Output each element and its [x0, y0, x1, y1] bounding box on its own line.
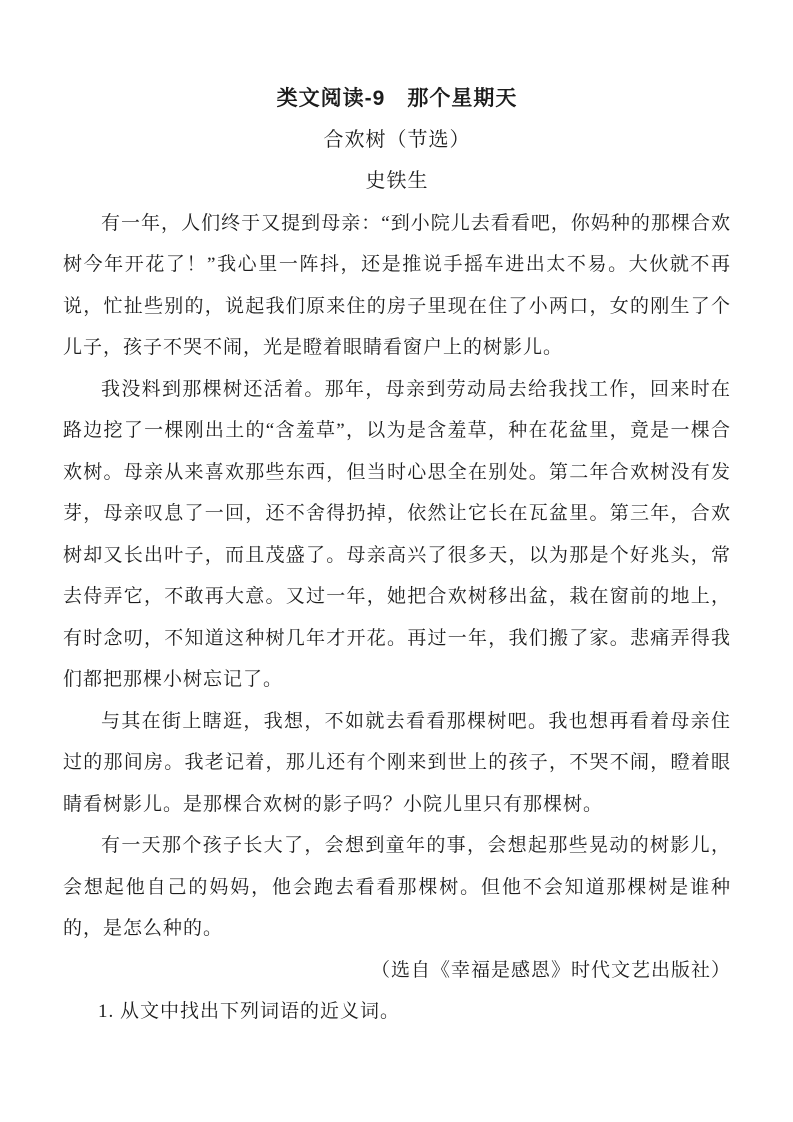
article-title: 合欢树（节选）: [323, 128, 471, 151]
author-name: 史铁生: [365, 170, 429, 192]
article-body: [63, 203, 731, 950]
body-paragraph: 有一天那个孩子长大了，会想到童年的事，会想起那些晃动的树影儿，会想起他自己的妈妈，他会跑去看看那棵树。但他不会知道那棵树是谁种的，是怎么种的。: [63, 835, 731, 939]
question-1: 1. 从文中找出下列词语的近义词。: [98, 1001, 401, 1022]
body-paragraph: 我没料到那棵树还活着。那年，母亲到劳动局去给我找工作，回来时在路边挖了一棵刚出土的“含羞草”，以为是含羞草，种在花盆里，竟是一棵合欢树。母亲从来喜欢那些东西，但当时心思全在别处。第二年合欢树没有发芽，母亲叹息了一回，还不舍得扔掉，依然让它长在瓦盆里。第三年，合欢树却又长出叶子，而且茂盛了。母亲高兴了很多天，以为那是个好兆头，常去侍弄它，不敢再大意。又过一年，她把合欢树移出盆，栽在窗前的地上，有时念叨，不知道这种树几年才开花。再过一年，我们搬了家。悲痛弄得我们都把那棵小树忘记了。: [63, 378, 731, 690]
body-paragraph: 有一年，人们终于又提到母亲：“到小院儿去看看吧，你妈种的那棵合欢树今年开花了！”我心里一阵抖，还是推说手摇车进出太不易。大伙就不再说，忙扯些别的，说起我们原来住的房子里现在住了小两口，女的刚生了个儿子，孩子不哭不闹，光是瞪着眼睛看窗户上的树影儿。: [63, 212, 731, 358]
source-attribution: （选自《幸福是感恩》时代文艺出版社）: [370, 959, 731, 981]
page-title: 类文阅读-9 那个星期天: [276, 87, 518, 110]
body-paragraph: 与其在街上瞎逛，我想，不如就去看看那棵树吧。我也想再看着母亲住过的那间房。我老记着，那儿还有个刚来到世上的孩子，不哭不闹，瞪着眼睛看树影儿。是那棵合欢树的影子吗？小院儿里只有那棵树。: [63, 710, 731, 815]
